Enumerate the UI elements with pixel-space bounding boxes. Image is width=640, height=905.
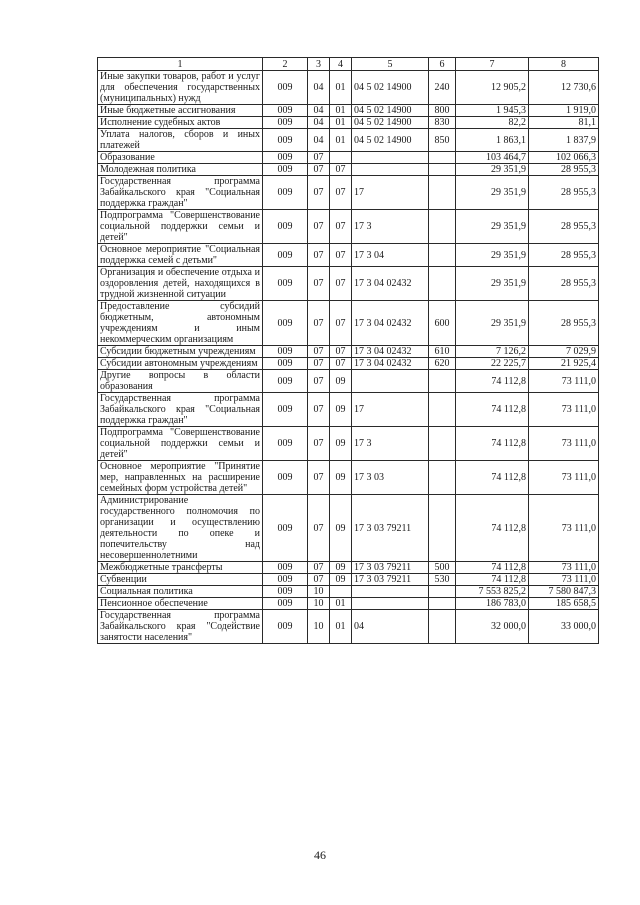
amount-year2-cell: 28 955,3 xyxy=(529,267,599,301)
column-header: 3 xyxy=(308,58,330,71)
amount-year2-cell: 73 111,0 xyxy=(529,574,599,586)
ved-code-cell: 009 xyxy=(263,358,308,370)
table-row xyxy=(98,574,599,586)
amount-year1-cell: 74 112,8 xyxy=(456,370,529,393)
table-row xyxy=(98,176,599,210)
row-name-cell: Иные бюджетные ассигнования xyxy=(98,105,263,117)
row-name-cell: Подпрограмма "Совершенствование социальной поддержки семьи и детей" xyxy=(98,210,263,244)
row-name-cell: Основное мероприятие "Принятие мер, направленных на расширение семейных форм устройства детей" xyxy=(98,461,263,495)
expense-type-cell xyxy=(429,164,456,176)
ved-code-cell: 009 xyxy=(263,610,308,644)
amount-year2-cell: 28 955,3 xyxy=(529,301,599,346)
expense-type-cell xyxy=(429,610,456,644)
row-name-cell: Государственная программа Забайкальского края "Содействие занятости населения" xyxy=(98,610,263,644)
ved-code-cell: 009 xyxy=(263,495,308,562)
target-article-cell xyxy=(352,586,429,598)
amount-year1-cell: 74 112,8 xyxy=(456,427,529,461)
table-row xyxy=(98,267,599,301)
row-name-cell: Молодежная политика xyxy=(98,164,263,176)
amount-year2-cell: 28 955,3 xyxy=(529,210,599,244)
ved-code-cell: 009 xyxy=(263,586,308,598)
expense-type-cell: 610 xyxy=(429,346,456,358)
subsection-code-cell xyxy=(330,152,352,164)
amount-year2-cell: 1 919,0 xyxy=(529,105,599,117)
subsection-code-cell: 09 xyxy=(330,461,352,495)
amount-year2-cell: 33 000,0 xyxy=(529,610,599,644)
subsection-code-cell: 01 xyxy=(330,71,352,105)
row-name-cell: Пенсионное обеспечение xyxy=(98,598,263,610)
amount-year1-cell: 22 225,7 xyxy=(456,358,529,370)
amount-year1-cell: 74 112,8 xyxy=(456,574,529,586)
column-header: 6 xyxy=(429,58,456,71)
expense-type-cell: 600 xyxy=(429,301,456,346)
subsection-code-cell: 09 xyxy=(330,495,352,562)
expense-type-cell: 530 xyxy=(429,574,456,586)
column-header: 7 xyxy=(456,58,529,71)
table-row xyxy=(98,301,599,346)
subsection-code-cell: 07 xyxy=(330,244,352,267)
table-row xyxy=(98,495,599,562)
amount-year2-cell: 73 111,0 xyxy=(529,370,599,393)
subsection-code-cell: 07 xyxy=(330,176,352,210)
subsection-code-cell xyxy=(330,586,352,598)
target-article-cell: 04 xyxy=(352,610,429,644)
row-name-cell: Предоставление субсидий бюджетным, автономным учреждениям и иным некоммерческим организациям xyxy=(98,301,263,346)
column-header: 1 xyxy=(98,58,263,71)
table-row xyxy=(98,461,599,495)
column-header: 5 xyxy=(352,58,429,71)
amount-year2-cell: 1 837,9 xyxy=(529,129,599,152)
amount-year2-cell: 73 111,0 xyxy=(529,427,599,461)
section-code-cell: 07 xyxy=(308,562,330,574)
target-article-cell: 17 3 03 xyxy=(352,461,429,495)
ved-code-cell: 009 xyxy=(263,176,308,210)
column-header: 4 xyxy=(330,58,352,71)
row-name-cell: Государственная программа Забайкальского края "Социальная поддержка граждан" xyxy=(98,393,263,427)
ved-code-cell: 009 xyxy=(263,346,308,358)
subsection-code-cell: 07 xyxy=(330,210,352,244)
subsection-code-cell: 01 xyxy=(330,117,352,129)
amount-year1-cell: 12 905,2 xyxy=(456,71,529,105)
section-code-cell: 07 xyxy=(308,393,330,427)
table-row xyxy=(98,210,599,244)
expense-type-cell xyxy=(429,176,456,210)
section-code-cell: 07 xyxy=(308,210,330,244)
amount-year2-cell: 7 580 847,3 xyxy=(529,586,599,598)
amount-year1-cell: 29 351,9 xyxy=(456,301,529,346)
table-row xyxy=(98,370,599,393)
row-name-cell: Образование xyxy=(98,152,263,164)
amount-year1-cell: 29 351,9 xyxy=(456,267,529,301)
target-article-cell: 04 5 02 14900 xyxy=(352,129,429,152)
row-name-cell: Основное мероприятие "Социальная поддержка семей с детьми" xyxy=(98,244,263,267)
subsection-code-cell: 07 xyxy=(330,346,352,358)
table-row xyxy=(98,117,599,129)
table-row xyxy=(98,393,599,427)
row-name-cell: Субсидии автономным учреждениям xyxy=(98,358,263,370)
subsection-code-cell: 09 xyxy=(330,370,352,393)
row-name-cell: Межбюджетные трансферты xyxy=(98,562,263,574)
row-name-cell: Иные закупки товаров, работ и услуг для обеспечения государственных (муниципальных) нужд xyxy=(98,71,263,105)
section-code-cell: 07 xyxy=(308,176,330,210)
expense-type-cell: 620 xyxy=(429,358,456,370)
ved-code-cell: 009 xyxy=(263,71,308,105)
table-row xyxy=(98,562,599,574)
amount-year1-cell: 7 126,2 xyxy=(456,346,529,358)
section-code-cell: 07 xyxy=(308,461,330,495)
subsection-code-cell: 09 xyxy=(330,393,352,427)
amount-year2-cell: 28 955,3 xyxy=(529,244,599,267)
table-header-row xyxy=(98,58,599,71)
table-row xyxy=(98,427,599,461)
expense-type-cell xyxy=(429,267,456,301)
table-row xyxy=(98,244,599,267)
column-header: 2 xyxy=(263,58,308,71)
subsection-code-cell: 07 xyxy=(330,164,352,176)
amount-year1-cell: 1 863,1 xyxy=(456,129,529,152)
ved-code-cell: 009 xyxy=(263,301,308,346)
section-code-cell: 07 xyxy=(308,164,330,176)
row-name-cell: Администрирование государственного полномочия по организации и осуществлению деятельности по опеке и попечительству над несовершеннолетними xyxy=(98,495,263,562)
table-body xyxy=(98,71,599,644)
subsection-code-cell: 09 xyxy=(330,427,352,461)
ved-code-cell: 009 xyxy=(263,105,308,117)
target-article-cell: 17 xyxy=(352,393,429,427)
ved-code-cell: 009 xyxy=(263,267,308,301)
section-code-cell: 07 xyxy=(308,301,330,346)
expense-type-cell xyxy=(429,598,456,610)
amount-year1-cell: 32 000,0 xyxy=(456,610,529,644)
amount-year2-cell: 7 029,9 xyxy=(529,346,599,358)
row-name-cell: Исполнение судебных актов xyxy=(98,117,263,129)
ved-code-cell: 009 xyxy=(263,427,308,461)
amount-year1-cell: 103 464,7 xyxy=(456,152,529,164)
expense-type-cell xyxy=(429,370,456,393)
table-row xyxy=(98,358,599,370)
subsection-code-cell: 07 xyxy=(330,267,352,301)
target-article-cell: 17 3 04 xyxy=(352,244,429,267)
target-article-cell: 17 3 xyxy=(352,210,429,244)
amount-year1-cell: 29 351,9 xyxy=(456,164,529,176)
expense-type-cell xyxy=(429,427,456,461)
amount-year1-cell: 29 351,9 xyxy=(456,244,529,267)
table-row xyxy=(98,105,599,117)
section-code-cell: 07 xyxy=(308,427,330,461)
amount-year2-cell: 73 111,0 xyxy=(529,461,599,495)
ved-code-cell: 009 xyxy=(263,129,308,152)
section-code-cell: 04 xyxy=(308,105,330,117)
amount-year1-cell: 74 112,8 xyxy=(456,461,529,495)
target-article-cell: 04 5 02 14900 xyxy=(352,117,429,129)
amount-year2-cell: 73 111,0 xyxy=(529,562,599,574)
amount-year1-cell: 74 112,8 xyxy=(456,393,529,427)
section-code-cell: 07 xyxy=(308,267,330,301)
row-name-cell: Организация и обеспечение отдыха и оздоровления детей, находящихся в трудной жизненной ситуации xyxy=(98,267,263,301)
expense-type-cell: 800 xyxy=(429,105,456,117)
target-article-cell: 17 3 03 79211 xyxy=(352,562,429,574)
target-article-cell: 17 3 xyxy=(352,427,429,461)
amount-year1-cell: 29 351,9 xyxy=(456,176,529,210)
subsection-code-cell: 07 xyxy=(330,358,352,370)
amount-year2-cell: 102 066,3 xyxy=(529,152,599,164)
table-row xyxy=(98,152,599,164)
target-article-cell xyxy=(352,164,429,176)
page-number: 46 xyxy=(314,848,326,862)
target-article-cell: 17 3 04 02432 xyxy=(352,301,429,346)
subsection-code-cell: 09 xyxy=(330,574,352,586)
ved-code-cell: 009 xyxy=(263,562,308,574)
subsection-code-cell: 01 xyxy=(330,610,352,644)
amount-year1-cell: 74 112,8 xyxy=(456,495,529,562)
section-code-cell: 07 xyxy=(308,346,330,358)
table-row xyxy=(98,164,599,176)
ved-code-cell: 009 xyxy=(263,117,308,129)
expense-type-cell xyxy=(429,244,456,267)
target-article-cell xyxy=(352,152,429,164)
expense-type-cell xyxy=(429,210,456,244)
table-row xyxy=(98,598,599,610)
ved-code-cell: 009 xyxy=(263,574,308,586)
table-row xyxy=(98,346,599,358)
section-code-cell: 07 xyxy=(308,495,330,562)
amount-year2-cell: 28 955,3 xyxy=(529,176,599,210)
expense-type-cell: 240 xyxy=(429,71,456,105)
row-name-cell: Подпрограмма "Совершенствование социальной поддержки семьи и детей" xyxy=(98,427,263,461)
expense-type-cell: 830 xyxy=(429,117,456,129)
section-code-cell: 07 xyxy=(308,152,330,164)
target-article-cell: 17 xyxy=(352,176,429,210)
amount-year2-cell: 73 111,0 xyxy=(529,393,599,427)
target-article-cell: 17 3 04 02432 xyxy=(352,358,429,370)
amount-year1-cell: 74 112,8 xyxy=(456,562,529,574)
amount-year1-cell: 29 351,9 xyxy=(456,210,529,244)
row-name-cell: Уплата налогов, сборов и иных платежей xyxy=(98,129,263,152)
ved-code-cell: 009 xyxy=(263,393,308,427)
row-name-cell: Субвенции xyxy=(98,574,263,586)
section-code-cell: 07 xyxy=(308,244,330,267)
subsection-code-cell: 09 xyxy=(330,562,352,574)
amount-year1-cell: 7 553 825,2 xyxy=(456,586,529,598)
section-code-cell: 10 xyxy=(308,586,330,598)
table-row xyxy=(98,129,599,152)
table-row xyxy=(98,586,599,598)
subsection-code-cell: 01 xyxy=(330,598,352,610)
subsection-code-cell: 01 xyxy=(330,105,352,117)
target-article-cell xyxy=(352,370,429,393)
expense-type-cell xyxy=(429,586,456,598)
section-code-cell: 07 xyxy=(308,358,330,370)
section-code-cell: 04 xyxy=(308,71,330,105)
amount-year1-cell: 186 783,0 xyxy=(456,598,529,610)
ved-code-cell: 009 xyxy=(263,598,308,610)
ved-code-cell: 009 xyxy=(263,164,308,176)
section-code-cell: 10 xyxy=(308,598,330,610)
amount-year2-cell: 21 925,4 xyxy=(529,358,599,370)
row-name-cell: Другие вопросы в области образования xyxy=(98,370,263,393)
target-article-cell: 17 3 04 02432 xyxy=(352,267,429,301)
ved-code-cell: 009 xyxy=(263,244,308,267)
expense-type-cell xyxy=(429,461,456,495)
target-article-cell: 17 3 03 79211 xyxy=(352,495,429,562)
amount-year1-cell: 1 945,3 xyxy=(456,105,529,117)
section-code-cell: 04 xyxy=(308,129,330,152)
expense-type-cell xyxy=(429,495,456,562)
expense-type-cell: 500 xyxy=(429,562,456,574)
section-code-cell: 07 xyxy=(308,370,330,393)
target-article-cell: 04 5 02 14900 xyxy=(352,71,429,105)
amount-year1-cell: 82,2 xyxy=(456,117,529,129)
target-article-cell: 17 3 03 79211 xyxy=(352,574,429,586)
row-name-cell: Субсидии бюджетным учреждениям xyxy=(98,346,263,358)
expense-type-cell xyxy=(429,393,456,427)
row-name-cell: Социальная политика xyxy=(98,586,263,598)
subsection-code-cell: 07 xyxy=(330,301,352,346)
target-article-cell xyxy=(352,598,429,610)
budget-table xyxy=(97,57,599,644)
section-code-cell: 10 xyxy=(308,610,330,644)
ved-code-cell: 009 xyxy=(263,461,308,495)
row-name-cell: Государственная программа Забайкальского края "Социальная поддержка граждан" xyxy=(98,176,263,210)
ved-code-cell: 009 xyxy=(263,210,308,244)
expense-type-cell xyxy=(429,152,456,164)
ved-code-cell: 009 xyxy=(263,152,308,164)
target-article-cell: 04 5 02 14900 xyxy=(352,105,429,117)
amount-year2-cell: 73 111,0 xyxy=(529,495,599,562)
expense-type-cell: 850 xyxy=(429,129,456,152)
section-code-cell: 04 xyxy=(308,117,330,129)
section-code-cell: 07 xyxy=(308,574,330,586)
amount-year2-cell: 28 955,3 xyxy=(529,164,599,176)
table-row xyxy=(98,71,599,105)
ved-code-cell: 009 xyxy=(263,370,308,393)
amount-year2-cell: 12 730,6 xyxy=(529,71,599,105)
amount-year2-cell: 185 658,5 xyxy=(529,598,599,610)
table-row xyxy=(98,610,599,644)
column-header: 8 xyxy=(529,58,599,71)
target-article-cell: 17 3 04 02432 xyxy=(352,346,429,358)
subsection-code-cell: 01 xyxy=(330,129,352,152)
amount-year2-cell: 81,1 xyxy=(529,117,599,129)
